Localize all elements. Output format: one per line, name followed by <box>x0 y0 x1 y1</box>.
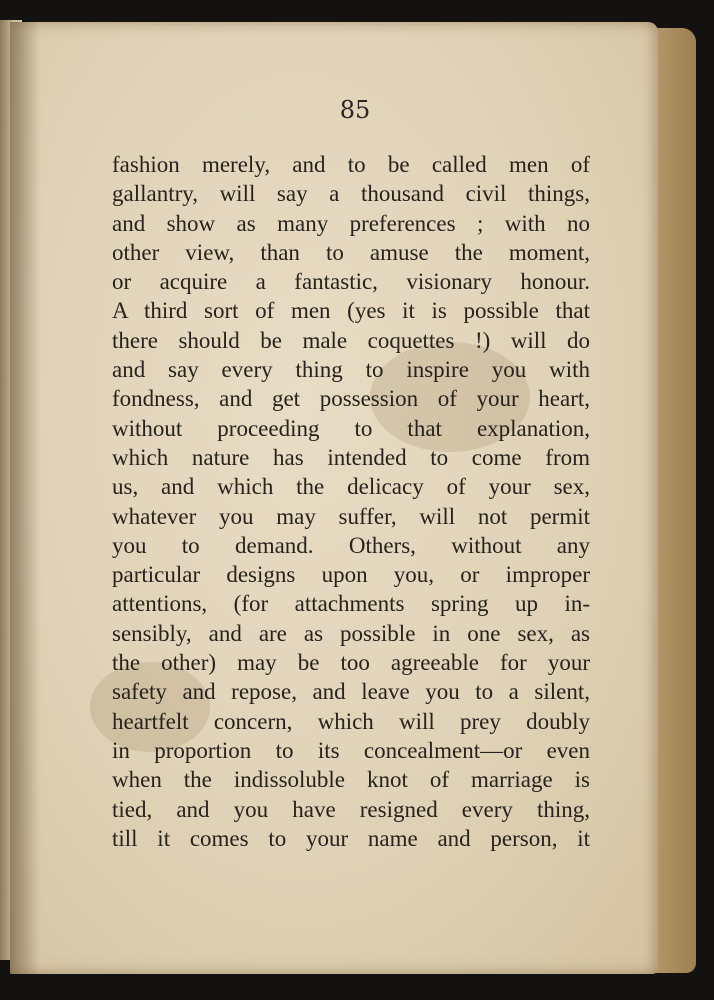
text-line: attentions, (for attachments spring up in- <box>112 591 590 617</box>
text-line: fashion merely, and to be called men of <box>112 152 590 177</box>
page-number: 85 <box>339 96 371 124</box>
text-line: without proceeding to that explanation, <box>112 415 590 441</box>
text-line: which nature has intended to come from <box>112 444 590 470</box>
text-line: you to demand. Others, without any <box>112 532 590 558</box>
text-line: gallantry, will say a thousand civil things, <box>112 181 590 207</box>
text-line: fondness, and get possession of your heart, <box>112 386 590 412</box>
text-line: or acquire a fantastic, visionary honour. <box>112 269 590 295</box>
text-line: other view, than to amuse the moment, <box>112 239 590 265</box>
text-line: and show as many preferences ; with no <box>112 210 590 236</box>
text-line: till it comes to your name and person, it <box>112 825 590 851</box>
text-line: safety and repose, and leave you to a silent, <box>112 679 590 705</box>
text-line: tied, and you have resigned every thing, <box>112 796 590 822</box>
text-line: the other) may be too agreeable for your <box>112 650 590 676</box>
text-line: and say every thing to inspire you with <box>112 357 590 383</box>
text-line: heartfelt concern, which will prey doubly <box>112 708 590 734</box>
text-line: particular designs upon you, or improper <box>112 562 590 588</box>
text-line: A third sort of men (yes it is possible that <box>112 298 590 324</box>
text-line: in proportion to its concealment—or even <box>112 737 590 763</box>
text-line: sensibly, and are as possible in one sex, as <box>112 620 590 646</box>
text-line: when the indissoluble knot of marriage is <box>112 767 590 793</box>
text-line: us, and which the delicacy of your sex, <box>112 474 590 500</box>
text-line: there should be male coquettes !) will do <box>112 327 590 353</box>
body-text <box>112 150 590 853</box>
text-line: whatever you may suffer, will not permit <box>112 503 590 529</box>
gutter-shadow <box>10 22 40 974</box>
